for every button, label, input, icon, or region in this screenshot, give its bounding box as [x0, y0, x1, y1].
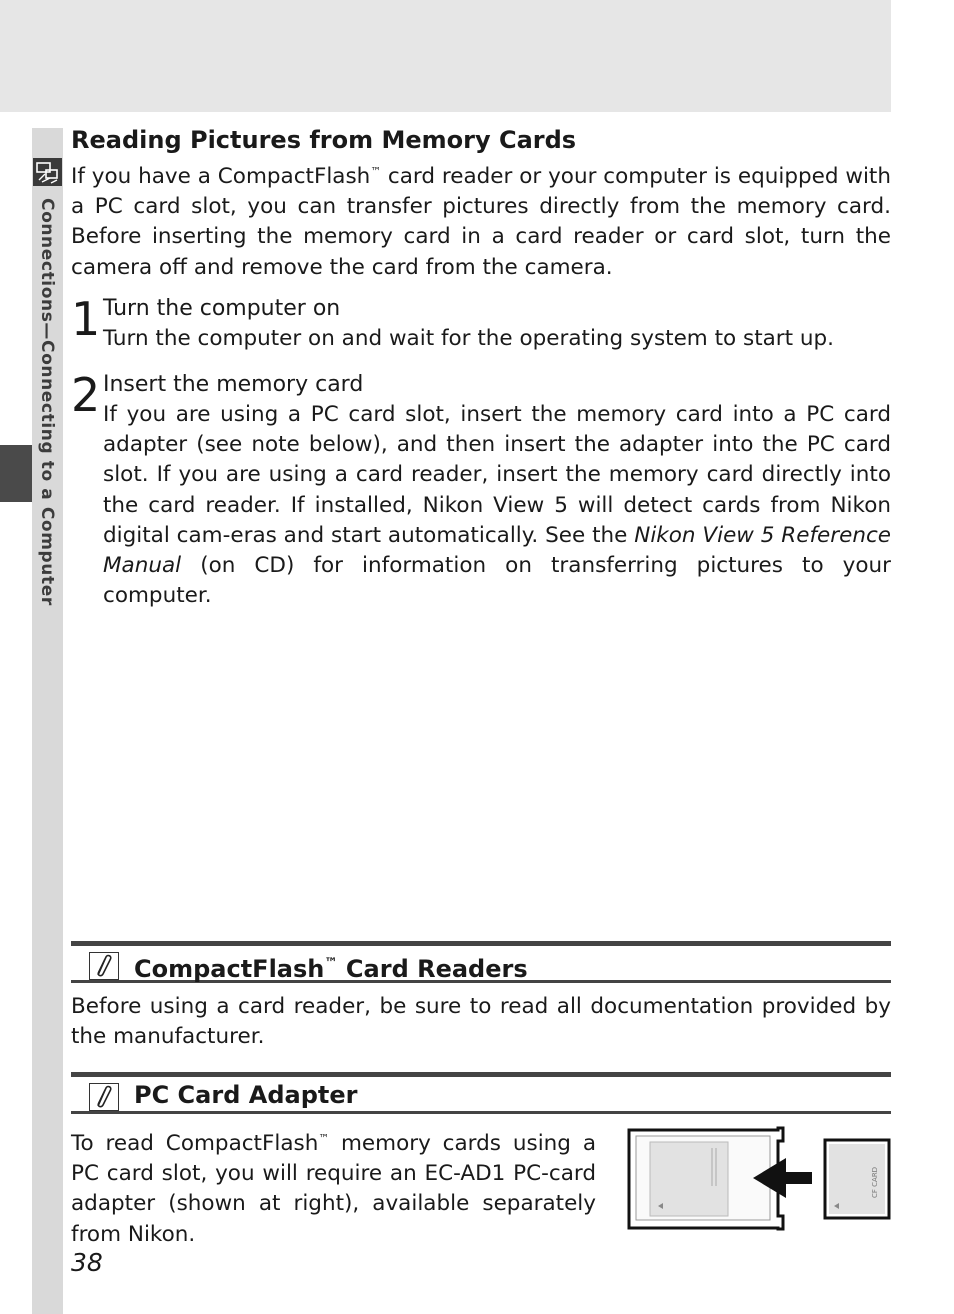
step-number: 2: [71, 368, 101, 422]
connection-icon: [33, 158, 62, 186]
intro-paragraph: If you have a CompactFlash™ card reader or your computer is equipped with a PC card slot, you can transfer pictures directly from the memory card. Before inserting the memory card in a card reader or card slot, turn the camera off and remove the card from the camera.: [71, 164, 891, 280]
section-title: Reading Pictures from Memory Cards: [71, 126, 577, 154]
note-title: CompactFlash™ Card Readers: [134, 954, 528, 983]
note-heading-pc-card-adapter: [71, 1072, 891, 1114]
step-number: 1: [71, 292, 101, 346]
note-title: PC Card Adapter: [134, 1081, 358, 1109]
note-text-card-readers: Before using a card reader, be sure to read all documentation provided by the manufacturer.: [71, 994, 891, 1050]
step-title: Insert the memory card: [103, 372, 364, 397]
note-heading-card-readers: [71, 941, 891, 983]
pc-card-adapter-illustration: [626, 1126, 892, 1232]
chapter-label: Connections—Connecting to a Computer: [37, 198, 57, 606]
header-band: [0, 0, 891, 112]
step-title: Turn the computer on: [103, 296, 341, 321]
cf-card-label: CF CARD: [871, 1166, 879, 1198]
chapter-tab: [0, 445, 32, 502]
pencil-note-icon: [89, 952, 119, 980]
note-text-pc-card-adapter: To read CompactFlash™ memory cards using a PC card slot, you will require an EC-AD1 PC-card adapter (shown at right), available separately from Nikon.: [71, 1131, 596, 1247]
pencil-note-icon: [89, 1083, 119, 1111]
page-number: 38: [71, 1248, 103, 1277]
step-text: If you are using a PC card slot, insert the memory card into a PC card adapter (see note below), and then insert the adapter into the PC card slot. If you are using a card reader, insert the memory card directly into the card reader. If installed, Nikon View 5 will detect cards from Nikon digital cam-eras and start automatically. See the Nikon View 5 Reference Manual (on CD) for information on transferring pictures to your computer.: [103, 402, 891, 609]
step-text: Turn the computer on and wait for the operating system to start up.: [103, 326, 835, 351]
